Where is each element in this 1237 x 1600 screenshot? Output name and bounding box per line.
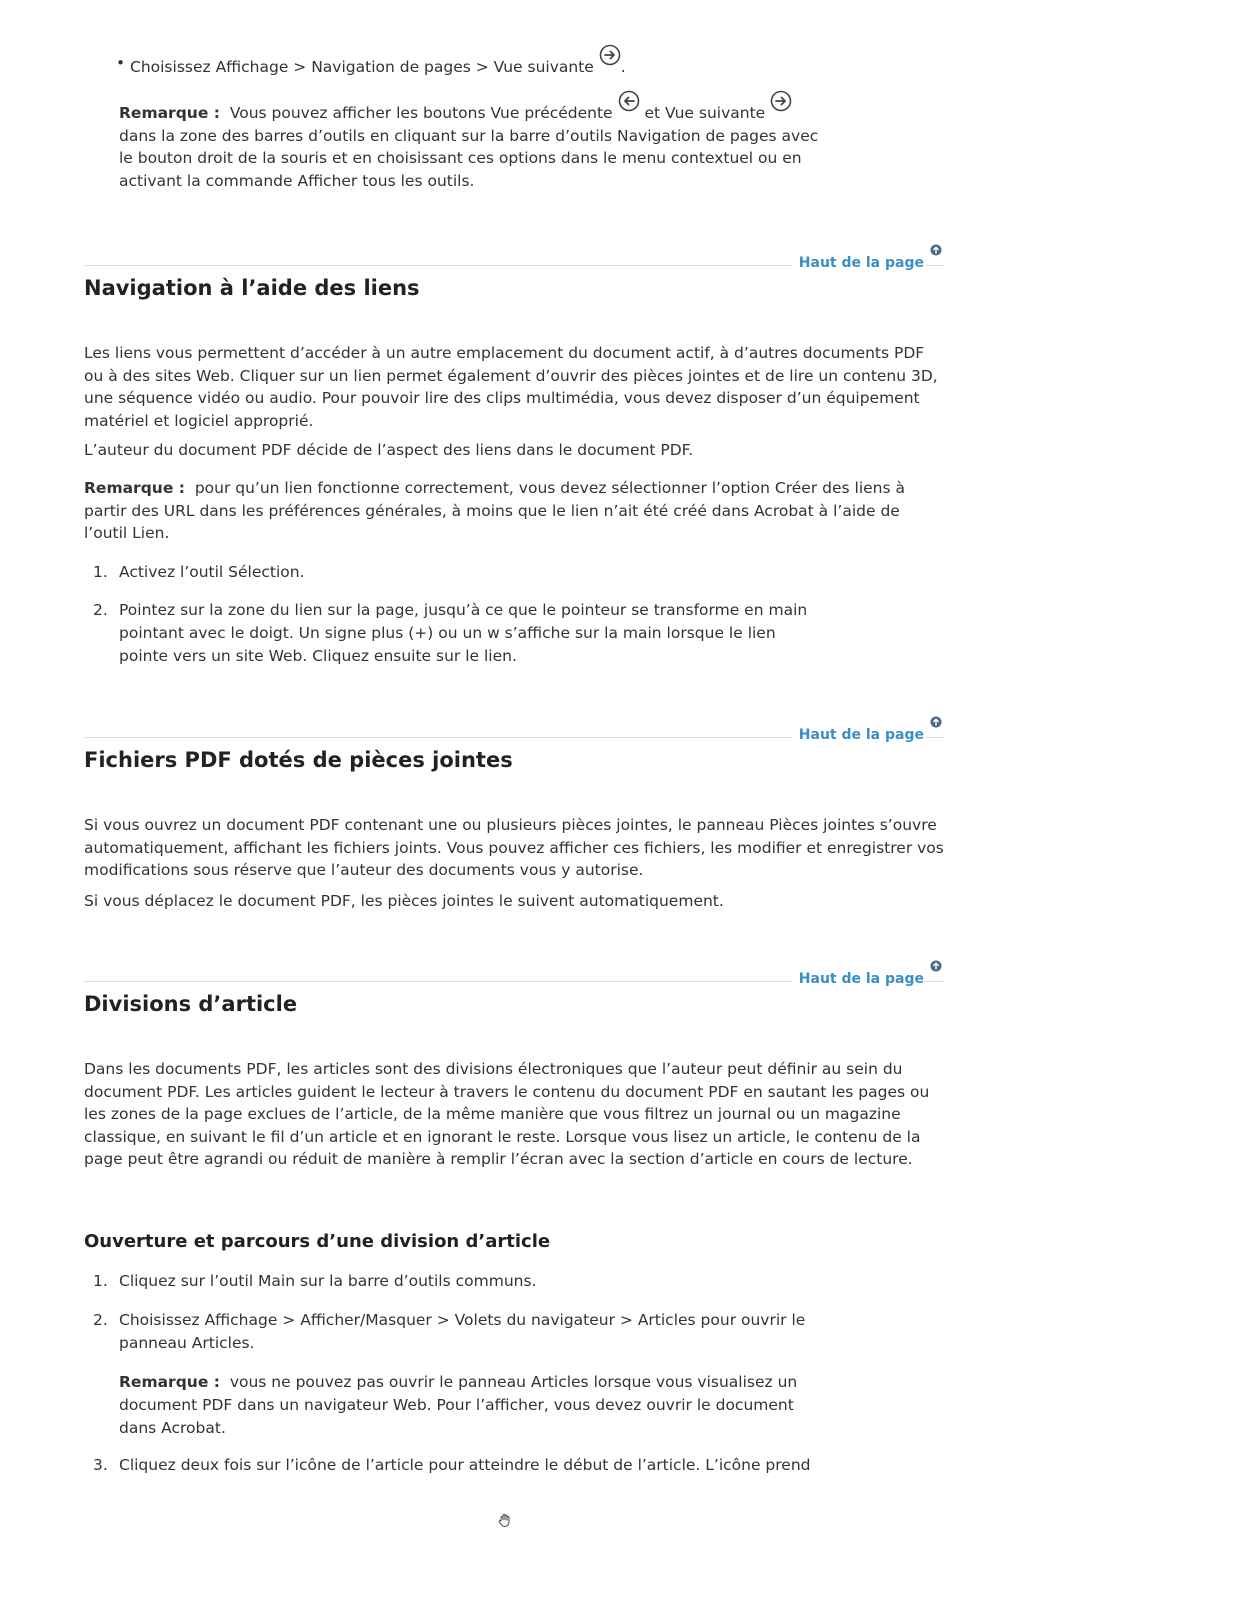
list-item: [93, 1309, 819, 1355]
list-item: [93, 599, 819, 668]
back-to-top-link[interactable]: Haut de la page: [793, 971, 924, 987]
list-text: Cliquez sur l’outil Main sur la barre d’outils communs.: [119, 1272, 537, 1290]
section-title-links: Navigation à l’aide des liens: [84, 276, 420, 300]
list-number: 2.: [93, 1311, 108, 1329]
next-view-icon: [770, 90, 792, 112]
links-note: [84, 477, 944, 545]
bullet-item: [116, 52, 930, 78]
list-number: 1.: [93, 563, 108, 581]
note-text: vous ne pouvez pas ouvrir le panneau Articles lorsque vous visualisez un document PDF dans un navigateur Web. Pour l’afficher, vous devez ouvrir le document dans Acrobat.: [119, 1373, 798, 1437]
section-title-articles: Divisions d’article: [84, 992, 298, 1016]
note-text: pour qu’un lien fonctionne correctement, vous devez sélectionner l’option Créer des liens à partir des URL dans les préférences générales, à moins que le lien n’ait été créé dans Acrobat à l’aide de l’outil Lien.: [84, 479, 905, 542]
bullet-dot: •: [116, 54, 126, 72]
arrow-up-circle-icon[interactable]: [930, 716, 942, 728]
note-label: Remarque :: [119, 104, 220, 122]
list-item: [93, 1270, 819, 1293]
list-number: 1.: [93, 1272, 108, 1290]
list-text: Choisissez Affichage > Afficher/Masquer > Volets du navigateur > Articles pour ouvrir le panneau Articles.: [119, 1311, 806, 1352]
next-view-icon: [599, 44, 621, 66]
arrow-up-circle-icon[interactable]: [930, 244, 942, 256]
bullet-period: .: [620, 58, 626, 76]
subsection-title: Ouverture et parcours d’une division d’article: [84, 1231, 551, 1252]
note-label: Remarque :: [84, 479, 185, 497]
note-text-2: et Vue suivante: [644, 104, 766, 122]
note-text-3: dans la zone des barres d’outils en cliquant sur la barre d’outils Navigation de pages avec le bouton droit de la souris et en choisissant ces options dans le menu contextuel ou en activant la commande Afficher tous les outils.: [119, 126, 819, 190]
bullet-text: Choisissez Affichage > Navigation de pages > Vue suivante: [130, 58, 594, 76]
note-label: Remarque :: [119, 1373, 220, 1391]
previous-view-icon: [618, 90, 640, 112]
list-text: Cliquez deux fois sur l’icône de l’article pour atteindre le début de l’article. L’icône prend: [119, 1456, 811, 1474]
links-paragraph-2: L’auteur du document PDF décide de l’aspect des liens dans le document PDF.: [84, 441, 694, 459]
hand-cursor-icon: [497, 1512, 513, 1528]
list-item: [93, 1454, 819, 1477]
articles-paragraph-1: Dans les documents PDF, les articles sont des divisions électroniques que l’auteur peut définir au sein du document PDF. Les articles guident le lecteur à travers le contenu du document PDF en sautant les pages ou les zones de la page exclues de l’article, de la même manière que vous filtrez un journal ou un magazine classique, en suivant le fil d’un article et en ignorant le reste. Lorsque vous lisez un article, le contenu de la page peut être agrandi ou réduit de manière à remplir l’écran avec la section d’article en cours de lecture.: [84, 1060, 930, 1168]
back-to-top-row: [84, 952, 944, 987]
note-text-1: Vous pouvez afficher les boutons Vue précédente: [229, 104, 613, 122]
note-top: [119, 98, 819, 192]
list-number: 2.: [93, 601, 108, 619]
arrow-up-circle-icon[interactable]: [930, 960, 942, 972]
list-text: Activez l’outil Sélection.: [119, 563, 305, 581]
links-paragraph-1: Les liens vous permettent d’accéder à un autre emplacement du document actif, à d’autres documents PDF ou à des sites Web. Cliquer sur un lien permet également d’ouvrir des pièces jointes et de lire un contenu 3D, une séquence vidéo ou audio. Pour pouvoir lire des clips multimédia, vous devez disposer d’un équipement matériel et logiciel approprié.: [84, 344, 938, 430]
attachments-paragraph-2: Si vous déplacez le document PDF, les pièces jointes le suivent automatiquement.: [84, 892, 724, 910]
list-text: Pointez sur la zone du lien sur la page, jusqu’à ce que le pointeur se transforme en main pointant avec le doigt. Un signe plus (+) ou un w s’affiche sur la main lorsque le lien pointe vers un site Web. Cliquez ensuite sur le lien.: [119, 601, 808, 665]
back-to-top-row: [84, 236, 944, 271]
section-title-attachments: Fichiers PDF dotés de pièces jointes: [84, 748, 513, 772]
list-note: [119, 1371, 819, 1440]
back-to-top-link[interactable]: Haut de la page: [793, 255, 924, 271]
attachments-paragraph-1: Si vous ouvrez un document PDF contenant une ou plusieurs pièces jointes, le panneau Pièces jointes s’ouvre automatiquement, affichant les fichiers joints. Vous pouvez afficher ces fichiers, les modifier et enregistrer vos modifications sous réserve que l’auteur des documents vous y autorise.: [84, 816, 944, 879]
list-item: [93, 561, 819, 584]
back-to-top-link[interactable]: Haut de la page: [793, 727, 924, 743]
back-to-top-row: [84, 708, 944, 743]
list-number: 3.: [93, 1456, 108, 1474]
